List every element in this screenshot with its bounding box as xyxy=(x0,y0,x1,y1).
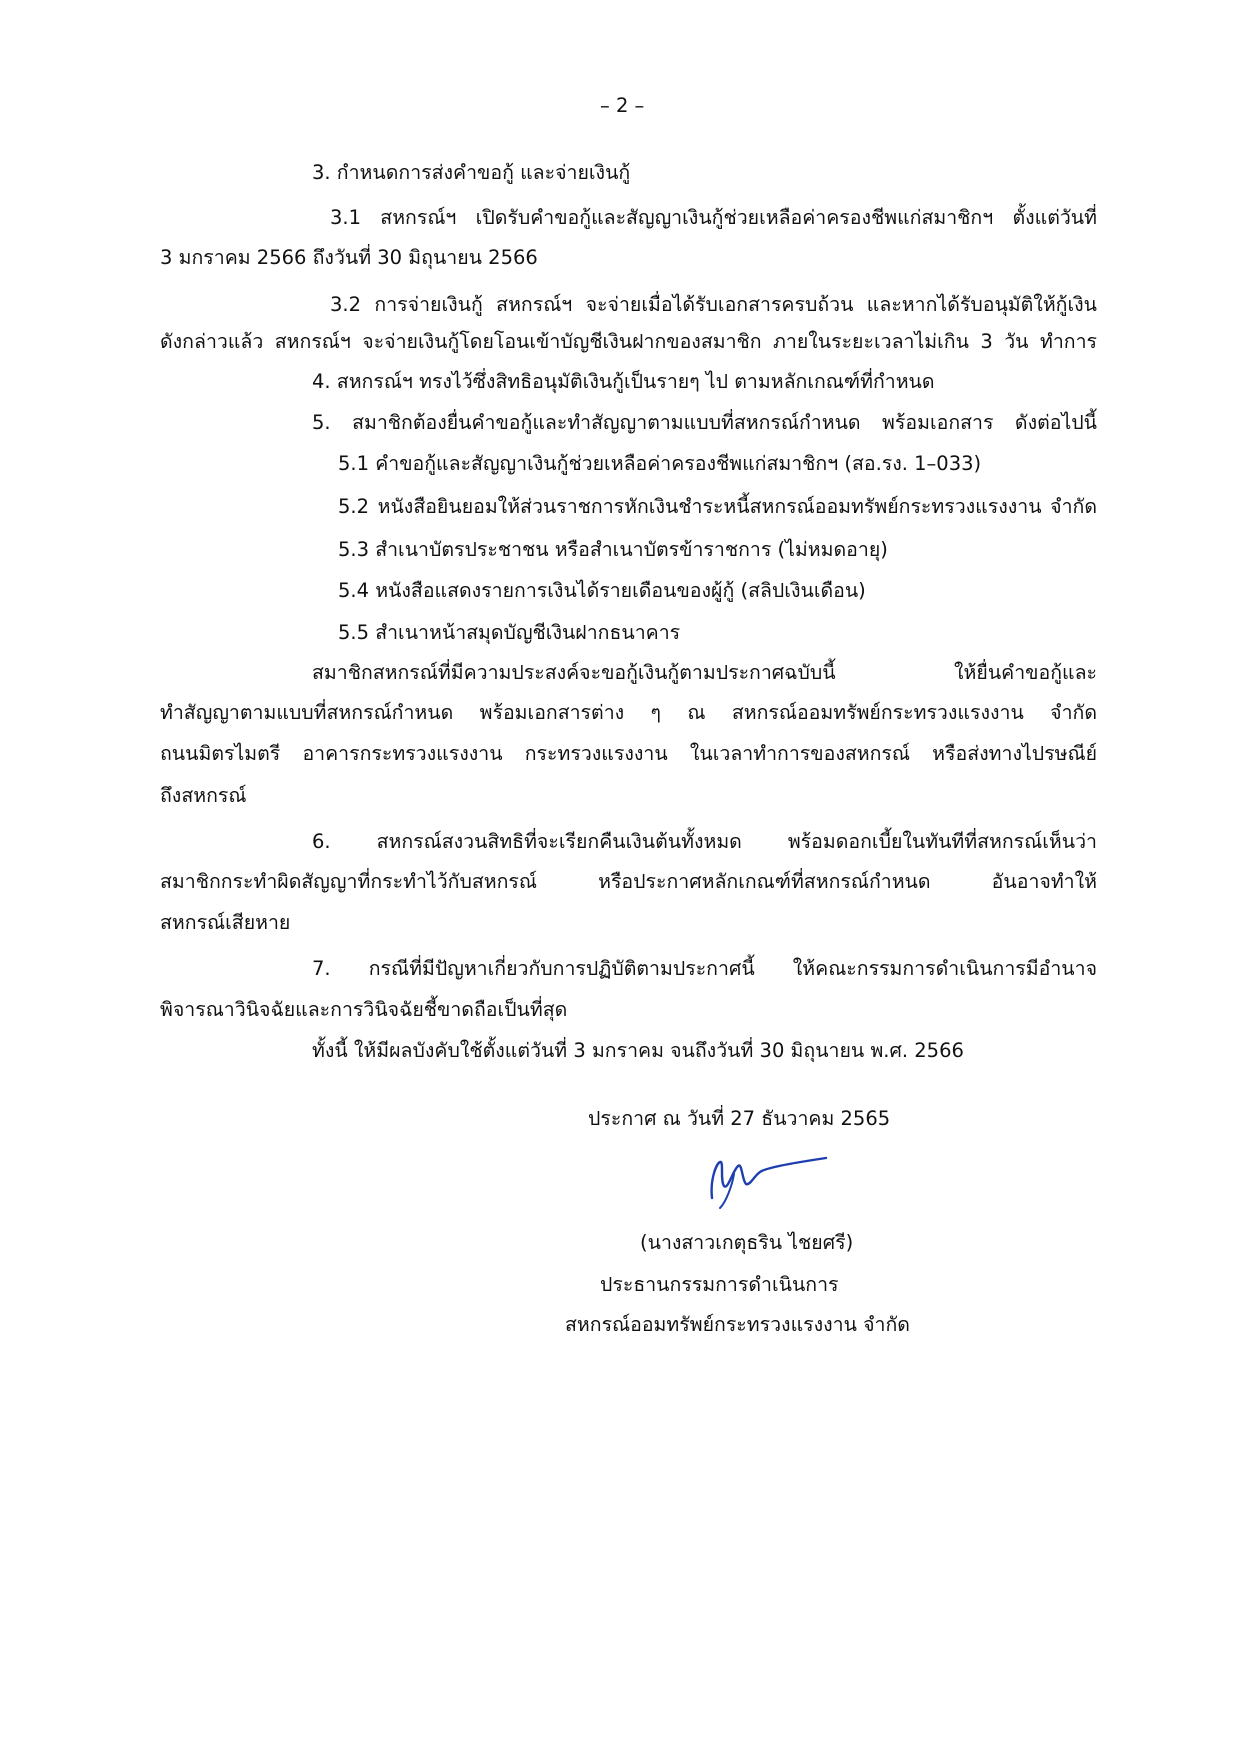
section-6-line-2: สมาชิกกระทำผิดสัญญาที่กระทำไว้กับสหกรณ์ หรือประกาศหลักเกณฑ์ที่สหกรณ์กำหนด อันอาจทำให้ xyxy=(160,870,1097,893)
section-3-2-line-2: ดังกล่าวแล้ว สหกรณ์ฯ จะจ่ายเงินกู้โดยโอนเข้าบัญชีเงินฝากของสมาชิก ภายในระยะเวลาไม่เกิน 3 วัน ทำการ xyxy=(160,330,1097,353)
paragraph-line-3: ถนนมิตรไมตรี อาคารกระทรวงแรงงาน กระทรวงแรงงาน ในเวลาทำการของสหกรณ์ หรือส่งทางไปรษณีย์ xyxy=(160,742,1097,765)
signatory-organization: สหกรณ์ออมทรัพย์กระทรวงแรงงาน จำกัด xyxy=(565,1313,910,1336)
section-5-heading: 5. สมาชิกต้องยื่นคำขอกู้และทำสัญญาตามแบบที่สหกรณ์กำหนด พร้อมเอกสาร ดังต่อไปนี้ xyxy=(312,411,1097,434)
section-3-heading: 3. กำหนดการส่งคำขอกู้ และจ่ายเงินกู้ xyxy=(312,161,631,184)
section-6-line-1: 6. สหกรณ์สงวนสิทธิที่จะเรียกคืนเงินต้นทั้งหมด พร้อมดอกเบี้ยในทันทีที่สหกรณ์เห็นว่า xyxy=(312,830,1097,853)
section-3-1-line-2: 3 มกราคม 2566 ถึงวันที่ 30 มิถุนายน 2566 xyxy=(160,246,538,269)
signatory-name: (นางสาวเกตุธริน ไชยศรี) xyxy=(640,1231,854,1254)
section-7-line-1: 7. กรณีที่มีปัญหาเกี่ยวกับการปฏิบัติตามประกาศนี้ ให้คณะกรรมการดำเนินการมีอำนาจ xyxy=(312,957,1097,980)
section-5-2: 5.2 หนังสือยินยอมให้ส่วนราชการหักเงินชำระหนี้สหกรณ์ออมทรัพย์กระทรวงแรงงาน จำกัด xyxy=(338,495,1097,518)
effective-date: ทั้งนี้ ให้มีผลบังคับใช้ตั้งแต่วันที่ 3 มกราคม จนถึงวันที่ 30 มิถุนายน พ.ศ. 2566 xyxy=(312,1039,964,1062)
section-5-1: 5.1 คำขอกู้และสัญญาเงินกู้ช่วยเหลือค่าครองชีพแก่สมาชิกฯ (สอ.รง. 1–033) xyxy=(338,452,982,475)
section-5-3: 5.3 สำเนาบัตรประชาชน หรือสำเนาบัตรข้าราชการ (ไม่หมดอายุ) xyxy=(338,538,888,561)
section-6-line-3: สหกรณ์เสียหาย xyxy=(160,911,291,934)
section-5-5: 5.5 สำเนาหน้าสมุดบัญชีเงินฝากธนาคาร xyxy=(338,621,681,644)
section-7-line-2: พิจารณาวินิจฉัยและการวินิจฉัยชี้ขาดถือเป็นที่สุด xyxy=(160,998,568,1021)
paragraph-line-4: ถึงสหกรณ์ xyxy=(160,784,247,807)
signature xyxy=(690,1150,840,1210)
paragraph-line-2: ทำสัญญาตามแบบที่สหกรณ์กำหนด พร้อมเอกสารต่าง ๆ ณ สหกรณ์ออมทรัพย์กระทรวงแรงงาน จำกัด xyxy=(160,701,1097,724)
section-3-2-line-1: 3.2 การจ่ายเงินกู้ สหกรณ์ฯ จะจ่ายเมื่อได้รับเอกสารครบถ้วน และหากได้รับอนุมัติให้กู้เงิน xyxy=(330,293,1097,316)
section-3-1-line-1: 3.1 สหกรณ์ฯ เปิดรับคำขอกู้และสัญญาเงินกู้ช่วยเหลือค่าครองชีพแก่สมาชิกฯ ตั้งแต่วันที่ xyxy=(330,206,1097,229)
signatory-position: ประธานกรรมการดำเนินการ xyxy=(600,1273,839,1296)
announcement-date: ประกาศ ณ วันที่ 27 ธันวาคม 2565 xyxy=(588,1107,891,1130)
section-4: 4. สหกรณ์ฯ ทรงไว้ซึ่งสิทธิอนุมัติเงินกู้เป็นรายๆ ไป ตามหลักเกณฑ์ที่กำหนด xyxy=(312,370,935,393)
paragraph-line-1: สมาชิกสหกรณ์ที่มีความประสงค์จะขอกู้เงินกู้ตามประกาศฉบับนี้ ให้ยื่นคำขอกู้และ xyxy=(312,661,1097,684)
page-number: – 2 – xyxy=(600,94,645,117)
section-5-4: 5.4 หนังสือแสดงรายการเงินได้รายเดือนของผู้กู้ (สลิปเงินเดือน) xyxy=(338,579,866,602)
